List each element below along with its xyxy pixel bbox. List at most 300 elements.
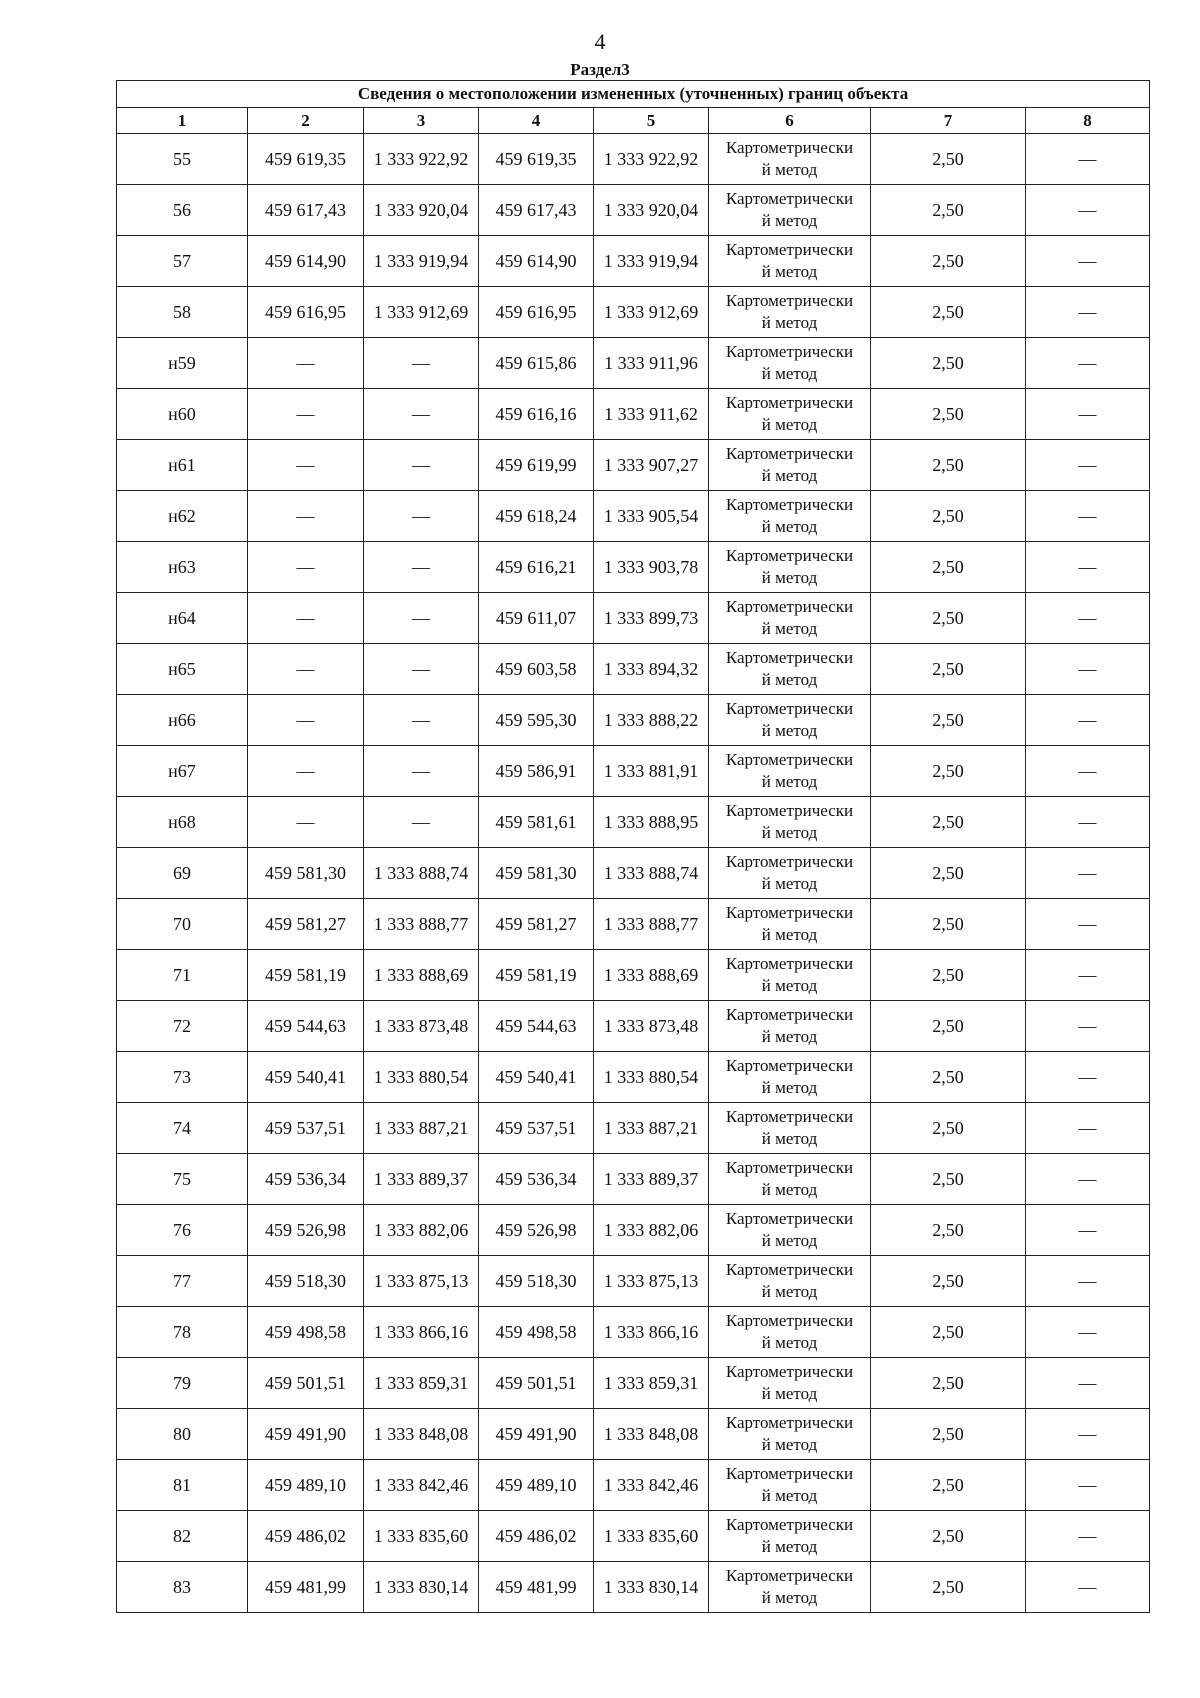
new-y-cell: 1 333 830,14: [594, 1562, 709, 1613]
table-row: [117, 1409, 1150, 1460]
table-row: [117, 899, 1150, 950]
existing-x-cell: —: [248, 695, 364, 746]
point-number-cell: 82: [117, 1511, 248, 1562]
method-text-line1: Картометрически: [725, 1260, 854, 1279]
method-text-line1: Картометрически: [725, 546, 854, 565]
method-text-line2: й метод: [761, 1078, 818, 1097]
existing-x-cell: 459 536,34: [248, 1154, 364, 1205]
method-text-line2: й метод: [761, 1180, 818, 1199]
method-text-line2: й метод: [761, 874, 818, 893]
accuracy-cell: 2,50: [871, 1307, 1026, 1358]
existing-y-cell: —: [364, 695, 479, 746]
point-number-cell: 58: [117, 287, 248, 338]
new-y-cell: 1 333 835,60: [594, 1511, 709, 1562]
point-number-cell: н68: [117, 797, 248, 848]
table-row: [117, 542, 1150, 593]
method-cell: [709, 899, 871, 950]
method-cell: [709, 797, 871, 848]
column-number: 3: [364, 108, 479, 134]
method-text-line2: й метод: [761, 772, 818, 791]
table-row: [117, 1511, 1150, 1562]
accuracy-cell: 2,50: [871, 1103, 1026, 1154]
section-title: Раздел3: [570, 60, 630, 79]
point-number-cell: 79: [117, 1358, 248, 1409]
accuracy-cell: 2,50: [871, 797, 1026, 848]
new-x-cell: 459 481,99: [479, 1562, 594, 1613]
accuracy-cell: 2,50: [871, 1358, 1026, 1409]
method-text-line2: й метод: [761, 1129, 818, 1148]
new-y-cell: 1 333 907,27: [594, 440, 709, 491]
existing-x-cell: —: [248, 542, 364, 593]
method-text-line1: Картометрически: [725, 699, 854, 718]
description-cell: —: [1026, 389, 1150, 440]
description-cell: —: [1026, 338, 1150, 389]
column-number: 6: [709, 108, 871, 134]
method-cell: [709, 338, 871, 389]
accuracy-cell: 2,50: [871, 593, 1026, 644]
point-number-cell: 72: [117, 1001, 248, 1052]
method-text-line1: Картометрически: [725, 291, 854, 310]
accuracy-cell: 2,50: [871, 1460, 1026, 1511]
existing-x-cell: —: [248, 797, 364, 848]
description-cell: —: [1026, 1103, 1150, 1154]
method-cell: [709, 1409, 871, 1460]
new-x-cell: 459 540,41: [479, 1052, 594, 1103]
existing-x-cell: 459 540,41: [248, 1052, 364, 1103]
new-y-cell: 1 333 888,77: [594, 899, 709, 950]
new-y-cell: 1 333 888,95: [594, 797, 709, 848]
existing-x-cell: —: [248, 389, 364, 440]
existing-x-cell: 459 581,30: [248, 848, 364, 899]
new-x-cell: 459 581,27: [479, 899, 594, 950]
method-text-line2: й метод: [761, 1435, 818, 1454]
existing-y-cell: 1 333 873,48: [364, 1001, 479, 1052]
accuracy-cell: 2,50: [871, 1256, 1026, 1307]
method-cell: [709, 134, 871, 185]
description-cell: —: [1026, 1205, 1150, 1256]
description-cell: —: [1026, 287, 1150, 338]
method-text-line1: Картометрически: [725, 1158, 854, 1177]
description-cell: —: [1026, 1001, 1150, 1052]
new-y-cell: 1 333 911,96: [594, 338, 709, 389]
point-number-cell: 83: [117, 1562, 248, 1613]
new-x-cell: 459 616,16: [479, 389, 594, 440]
method-text-line1: Картометрически: [725, 495, 854, 514]
accuracy-cell: 2,50: [871, 644, 1026, 695]
existing-x-cell: 459 544,63: [248, 1001, 364, 1052]
new-x-cell: 459 619,99: [479, 440, 594, 491]
existing-x-cell: 459 498,58: [248, 1307, 364, 1358]
point-number-cell: 74: [117, 1103, 248, 1154]
existing-y-cell: 1 333 842,46: [364, 1460, 479, 1511]
description-cell: —: [1026, 899, 1150, 950]
method-text-line2: й метод: [761, 1486, 818, 1505]
method-text-line1: Картометрически: [725, 648, 854, 667]
new-x-cell: 459 616,21: [479, 542, 594, 593]
description-cell: —: [1026, 1154, 1150, 1205]
method-text-line2: й метод: [761, 823, 818, 842]
existing-y-cell: 1 333 866,16: [364, 1307, 479, 1358]
method-text-line1: Картометрически: [725, 1515, 854, 1534]
existing-x-cell: 459 518,30: [248, 1256, 364, 1307]
new-y-cell: 1 333 911,62: [594, 389, 709, 440]
description-cell: —: [1026, 542, 1150, 593]
new-y-cell: 1 333 888,74: [594, 848, 709, 899]
description-cell: —: [1026, 1052, 1150, 1103]
point-number-cell: 76: [117, 1205, 248, 1256]
point-number-cell: 77: [117, 1256, 248, 1307]
column-number: 7: [871, 108, 1026, 134]
point-number-cell: 56: [117, 185, 248, 236]
method-text-line1: Картометрически: [725, 597, 854, 616]
method-text-line1: Картометрически: [725, 1413, 854, 1432]
description-cell: —: [1026, 491, 1150, 542]
new-y-cell: 1 333 905,54: [594, 491, 709, 542]
method-cell: [709, 950, 871, 1001]
existing-y-cell: 1 333 922,92: [364, 134, 479, 185]
new-x-cell: 459 603,58: [479, 644, 594, 695]
accuracy-cell: 2,50: [871, 440, 1026, 491]
table-caption: Сведения о местоположении измененных (уточненных) границ объекта: [117, 81, 1150, 108]
description-cell: —: [1026, 593, 1150, 644]
description-cell: —: [1026, 644, 1150, 695]
table-row: [117, 1103, 1150, 1154]
point-number-cell: 57: [117, 236, 248, 287]
method-cell: [709, 440, 871, 491]
column-number-row: [117, 108, 1150, 134]
method-text-line2: й метод: [761, 670, 818, 689]
table-row: [117, 134, 1150, 185]
method-cell: [709, 1256, 871, 1307]
existing-y-cell: 1 333 888,77: [364, 899, 479, 950]
method-text-line1: Картометрически: [725, 1005, 854, 1024]
table-row: [117, 848, 1150, 899]
column-number: 4: [479, 108, 594, 134]
method-text-line2: й метод: [761, 517, 818, 536]
existing-x-cell: 459 481,99: [248, 1562, 364, 1613]
new-x-cell: 459 619,35: [479, 134, 594, 185]
method-text-line1: Картометрически: [725, 1311, 854, 1330]
method-cell: [709, 848, 871, 899]
existing-y-cell: —: [364, 389, 479, 440]
accuracy-cell: 2,50: [871, 950, 1026, 1001]
table-row: [117, 440, 1150, 491]
existing-x-cell: —: [248, 440, 364, 491]
accuracy-cell: 2,50: [871, 1409, 1026, 1460]
point-number-cell: н66: [117, 695, 248, 746]
new-y-cell: 1 333 888,22: [594, 695, 709, 746]
method-text-line1: Картометрически: [725, 444, 854, 463]
existing-x-cell: 459 617,43: [248, 185, 364, 236]
existing-x-cell: —: [248, 644, 364, 695]
point-number-cell: 75: [117, 1154, 248, 1205]
method-text-line2: й метод: [761, 1537, 818, 1556]
table-row: [117, 950, 1150, 1001]
accuracy-cell: 2,50: [871, 185, 1026, 236]
existing-x-cell: —: [248, 491, 364, 542]
new-y-cell: 1 333 875,13: [594, 1256, 709, 1307]
table-row: [117, 287, 1150, 338]
method-cell: [709, 1103, 871, 1154]
method-text-line2: й метод: [761, 160, 818, 179]
method-text-line2: й метод: [761, 1027, 818, 1046]
new-x-cell: 459 501,51: [479, 1358, 594, 1409]
table-row: [117, 1001, 1150, 1052]
accuracy-cell: 2,50: [871, 542, 1026, 593]
point-number-cell: 69: [117, 848, 248, 899]
table-row: [117, 1460, 1150, 1511]
existing-x-cell: 459 614,90: [248, 236, 364, 287]
point-number-cell: н59: [117, 338, 248, 389]
new-x-cell: 459 611,07: [479, 593, 594, 644]
accuracy-cell: 2,50: [871, 1052, 1026, 1103]
accuracy-cell: 2,50: [871, 491, 1026, 542]
method-text-line1: Картометрически: [725, 1209, 854, 1228]
new-y-cell: 1 333 842,46: [594, 1460, 709, 1511]
new-y-cell: 1 333 873,48: [594, 1001, 709, 1052]
table-row: [117, 1562, 1150, 1613]
existing-x-cell: —: [248, 593, 364, 644]
new-y-cell: 1 333 920,04: [594, 185, 709, 236]
method-text-line1: Картометрически: [725, 801, 854, 820]
accuracy-cell: 2,50: [871, 1511, 1026, 1562]
table-row: [117, 1358, 1150, 1409]
description-cell: —: [1026, 950, 1150, 1001]
table-row: [117, 746, 1150, 797]
accuracy-cell: 2,50: [871, 899, 1026, 950]
method-cell: [709, 1460, 871, 1511]
existing-y-cell: 1 333 882,06: [364, 1205, 479, 1256]
point-number-cell: н60: [117, 389, 248, 440]
new-x-cell: 459 615,86: [479, 338, 594, 389]
table-row: [117, 1052, 1150, 1103]
table-row: [117, 797, 1150, 848]
table-row: [117, 185, 1150, 236]
description-cell: —: [1026, 695, 1150, 746]
existing-y-cell: 1 333 889,37: [364, 1154, 479, 1205]
existing-y-cell: 1 333 912,69: [364, 287, 479, 338]
new-y-cell: 1 333 882,06: [594, 1205, 709, 1256]
description-cell: —: [1026, 746, 1150, 797]
new-y-cell: 1 333 880,54: [594, 1052, 709, 1103]
accuracy-cell: 2,50: [871, 236, 1026, 287]
existing-x-cell: —: [248, 746, 364, 797]
existing-y-cell: 1 333 919,94: [364, 236, 479, 287]
point-number-cell: 81: [117, 1460, 248, 1511]
method-cell: [709, 1001, 871, 1052]
description-cell: —: [1026, 440, 1150, 491]
existing-y-cell: 1 333 887,21: [364, 1103, 479, 1154]
new-y-cell: 1 333 922,92: [594, 134, 709, 185]
existing-y-cell: 1 333 888,69: [364, 950, 479, 1001]
existing-x-cell: 459 489,10: [248, 1460, 364, 1511]
new-x-cell: 459 518,30: [479, 1256, 594, 1307]
existing-x-cell: 459 581,19: [248, 950, 364, 1001]
new-y-cell: 1 333 903,78: [594, 542, 709, 593]
method-text-line1: Картометрически: [725, 852, 854, 871]
method-text-line2: й метод: [761, 466, 818, 485]
new-x-cell: 459 491,90: [479, 1409, 594, 1460]
point-number-cell: 55: [117, 134, 248, 185]
description-cell: —: [1026, 1511, 1150, 1562]
existing-y-cell: 1 333 835,60: [364, 1511, 479, 1562]
accuracy-cell: 2,50: [871, 746, 1026, 797]
table-row: [117, 1307, 1150, 1358]
method-text-line1: Картометрически: [725, 903, 854, 922]
page-number: 4: [594, 29, 606, 54]
method-text-line2: й метод: [761, 313, 818, 332]
existing-y-cell: —: [364, 440, 479, 491]
existing-y-cell: 1 333 848,08: [364, 1409, 479, 1460]
method-cell: [709, 236, 871, 287]
method-text-line2: й метод: [761, 568, 818, 587]
existing-y-cell: —: [364, 644, 479, 695]
method-text-line2: й метод: [761, 1384, 818, 1403]
existing-x-cell: 459 537,51: [248, 1103, 364, 1154]
table-row: [117, 644, 1150, 695]
point-number-cell: н64: [117, 593, 248, 644]
table-row: [117, 236, 1150, 287]
method-text-line2: й метод: [761, 721, 818, 740]
description-cell: —: [1026, 236, 1150, 287]
method-text-line1: Картометрически: [725, 189, 854, 208]
existing-y-cell: 1 333 859,31: [364, 1358, 479, 1409]
new-x-cell: 459 616,95: [479, 287, 594, 338]
point-number-cell: 73: [117, 1052, 248, 1103]
point-number-cell: н63: [117, 542, 248, 593]
description-cell: —: [1026, 797, 1150, 848]
new-y-cell: 1 333 881,91: [594, 746, 709, 797]
description-cell: —: [1026, 1256, 1150, 1307]
description-cell: —: [1026, 848, 1150, 899]
boundary-coordinates-table: [116, 80, 1150, 1613]
method-text-line2: й метод: [761, 364, 818, 383]
existing-y-cell: 1 333 875,13: [364, 1256, 479, 1307]
method-cell: [709, 1358, 871, 1409]
existing-y-cell: —: [364, 338, 479, 389]
new-x-cell: 459 498,58: [479, 1307, 594, 1358]
column-number: 8: [1026, 108, 1150, 134]
table-row: [117, 1256, 1150, 1307]
method-text-line1: Картометрически: [725, 1362, 854, 1381]
new-y-cell: 1 333 887,21: [594, 1103, 709, 1154]
existing-x-cell: 459 486,02: [248, 1511, 364, 1562]
point-number-cell: 70: [117, 899, 248, 950]
accuracy-cell: 2,50: [871, 1205, 1026, 1256]
new-x-cell: 459 544,63: [479, 1001, 594, 1052]
method-cell: [709, 1307, 871, 1358]
method-text-line2: й метод: [761, 211, 818, 230]
method-text-line1: Картометрически: [725, 393, 854, 412]
point-number-cell: 80: [117, 1409, 248, 1460]
existing-x-cell: 459 501,51: [248, 1358, 364, 1409]
new-y-cell: 1 333 894,32: [594, 644, 709, 695]
method-cell: [709, 389, 871, 440]
new-x-cell: 459 581,61: [479, 797, 594, 848]
table-row: [117, 695, 1150, 746]
new-y-cell: 1 333 859,31: [594, 1358, 709, 1409]
existing-y-cell: 1 333 920,04: [364, 185, 479, 236]
new-x-cell: 459 617,43: [479, 185, 594, 236]
description-cell: —: [1026, 1358, 1150, 1409]
table-row: [117, 1154, 1150, 1205]
new-y-cell: 1 333 888,69: [594, 950, 709, 1001]
new-x-cell: 459 526,98: [479, 1205, 594, 1256]
method-text-line1: Картометрически: [725, 1464, 854, 1483]
method-text-line1: Картометрически: [725, 1056, 854, 1075]
method-text-line1: Картометрически: [725, 1107, 854, 1126]
method-cell: [709, 1562, 871, 1613]
method-text-line1: Картометрически: [725, 138, 854, 157]
existing-y-cell: —: [364, 797, 479, 848]
new-x-cell: 459 618,24: [479, 491, 594, 542]
existing-y-cell: —: [364, 491, 479, 542]
new-x-cell: 459 537,51: [479, 1103, 594, 1154]
method-cell: [709, 593, 871, 644]
method-cell: [709, 1052, 871, 1103]
method-text-line1: Картометрически: [725, 954, 854, 973]
point-number-cell: н65: [117, 644, 248, 695]
method-text-line2: й метод: [761, 976, 818, 995]
method-text-line2: й метод: [761, 619, 818, 638]
new-x-cell: 459 581,19: [479, 950, 594, 1001]
existing-y-cell: —: [364, 593, 479, 644]
existing-x-cell: 459 581,27: [248, 899, 364, 950]
method-text-line2: й метод: [761, 415, 818, 434]
new-x-cell: 459 614,90: [479, 236, 594, 287]
method-cell: [709, 644, 871, 695]
description-cell: —: [1026, 1460, 1150, 1511]
accuracy-cell: 2,50: [871, 338, 1026, 389]
existing-y-cell: —: [364, 542, 479, 593]
table-row: [117, 338, 1150, 389]
accuracy-cell: 2,50: [871, 1562, 1026, 1613]
accuracy-cell: 2,50: [871, 287, 1026, 338]
accuracy-cell: 2,50: [871, 1001, 1026, 1052]
description-cell: —: [1026, 1562, 1150, 1613]
new-y-cell: 1 333 889,37: [594, 1154, 709, 1205]
new-y-cell: 1 333 866,16: [594, 1307, 709, 1358]
method-text-line1: Картометрически: [725, 1566, 854, 1585]
new-y-cell: 1 333 848,08: [594, 1409, 709, 1460]
existing-x-cell: 459 619,35: [248, 134, 364, 185]
point-number-cell: н67: [117, 746, 248, 797]
new-y-cell: 1 333 899,73: [594, 593, 709, 644]
new-x-cell: 459 536,34: [479, 1154, 594, 1205]
new-x-cell: 459 586,91: [479, 746, 594, 797]
accuracy-cell: 2,50: [871, 1154, 1026, 1205]
existing-x-cell: 459 491,90: [248, 1409, 364, 1460]
method-cell: [709, 695, 871, 746]
column-number: 1: [117, 108, 248, 134]
column-number: 2: [248, 108, 364, 134]
existing-y-cell: 1 333 880,54: [364, 1052, 479, 1103]
point-number-cell: 71: [117, 950, 248, 1001]
description-cell: —: [1026, 185, 1150, 236]
accuracy-cell: 2,50: [871, 134, 1026, 185]
description-cell: —: [1026, 1307, 1150, 1358]
existing-x-cell: 459 526,98: [248, 1205, 364, 1256]
method-text-line1: Картометрически: [725, 342, 854, 361]
method-text-line2: й метод: [761, 1231, 818, 1250]
table-row: [117, 1205, 1150, 1256]
accuracy-cell: 2,50: [871, 695, 1026, 746]
new-y-cell: 1 333 912,69: [594, 287, 709, 338]
method-text-line1: Картометрически: [725, 750, 854, 769]
method-cell: [709, 185, 871, 236]
existing-y-cell: —: [364, 746, 479, 797]
method-cell: [709, 491, 871, 542]
